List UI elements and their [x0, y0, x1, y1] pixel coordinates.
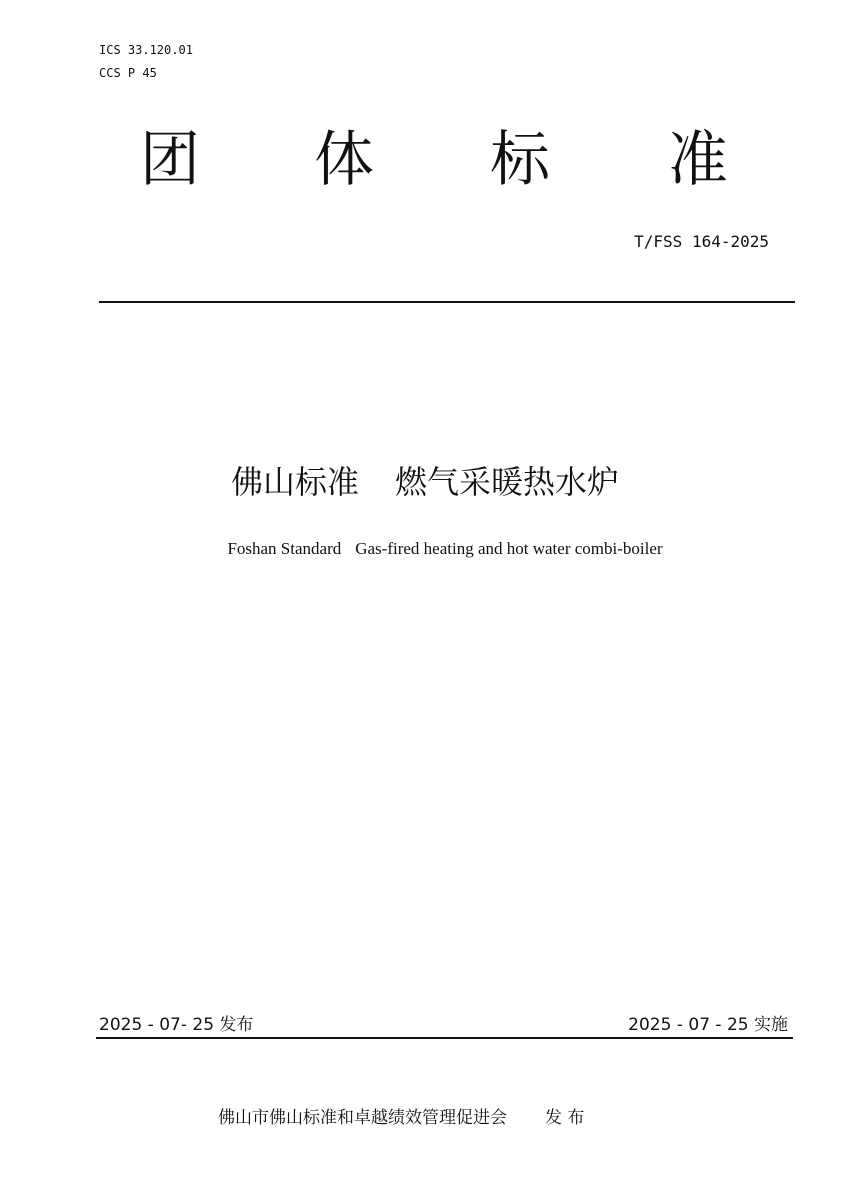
title-english [0, 539, 850, 559]
publisher-line [218, 1108, 584, 1128]
release-date: 2025 - 07- 25 发布 [99, 1015, 254, 1035]
title-en-prefix: Foshan Standard [227, 539, 342, 558]
title-chinese [0, 462, 850, 502]
bottom-divider [96, 1037, 793, 1039]
implementation-date: 2025 - 07 - 25 实施 [628, 1015, 788, 1035]
ics-code: ICS 33.120.01 [99, 43, 193, 57]
title-cn-prefix: 佛山标准 [230, 463, 359, 501]
ccs-code: CCS P 45 [99, 66, 157, 80]
top-divider [99, 301, 795, 303]
doc-type-char-2: 体 [314, 125, 374, 195]
doc-type-char-3: 标 [490, 125, 550, 195]
title-cn-main: 燃气采暖热水炉 [395, 463, 620, 501]
doc-type-char-1: 团 [140, 125, 200, 195]
title-en-main: Gas-fired heating and hot water combi-boiler [355, 539, 663, 558]
publisher-action: 发 布 [545, 1108, 585, 1128]
doc-type-char-4: 准 [668, 125, 728, 195]
standard-number: T/FSS 164-2025 [634, 232, 769, 251]
publisher-name: 佛山市佛山标准和卓越绩效管理促进会 [218, 1108, 507, 1128]
